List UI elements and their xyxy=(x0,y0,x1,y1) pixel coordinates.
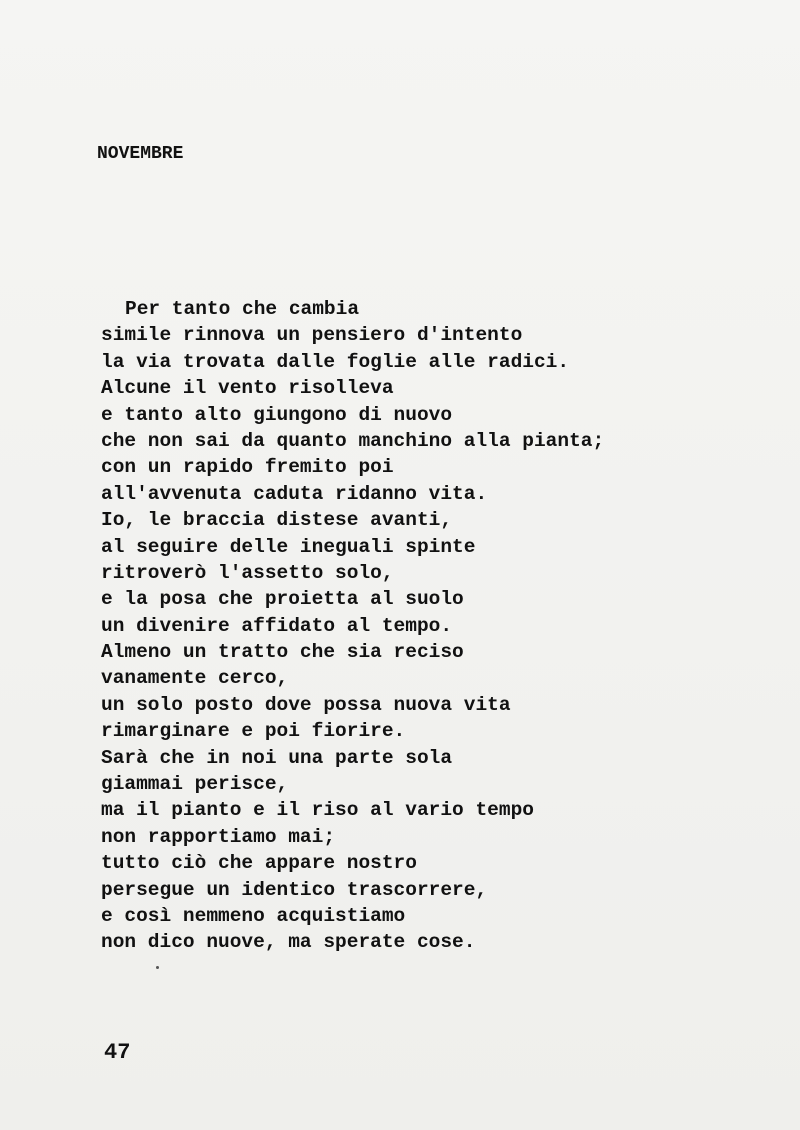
poem-line: un divenire affidato al tempo. xyxy=(101,614,453,637)
poem-line: e tanto alto giungono di nuovo xyxy=(101,403,453,426)
page-number: 47 xyxy=(104,1040,131,1065)
poem-line: e la posa che proietta al suolo xyxy=(101,588,464,611)
poem-line: Io, le braccia distese avanti, xyxy=(101,509,453,532)
poem-line: simile rinnova un pensiero d'intento xyxy=(101,324,523,347)
poem-line: la via trovata dalle foglie alle radici. xyxy=(101,350,570,373)
poem-line: ritroverò l'assetto solo, xyxy=(101,561,394,584)
poem-line: Almeno un tratto che sia reciso xyxy=(101,641,464,664)
poem-line: ma il pianto e il riso al vario tempo xyxy=(101,799,534,822)
poem-line: tutto ciò che appare nostro xyxy=(101,852,417,875)
poem-line: e così nemmeno acquistiamo xyxy=(101,904,406,927)
poem-line: al seguire delle ineguali spinte xyxy=(101,535,476,558)
poem-line: giammai perisce, xyxy=(101,773,289,796)
poem-line: Alcune il vento risolleva xyxy=(101,377,394,400)
poem-line: un solo posto dove possa nuova vita xyxy=(101,693,511,716)
poem-line: vanamente cerco, xyxy=(101,667,289,690)
poem-line: Per tanto che cambia xyxy=(125,298,360,320)
poem-line: rimarginare e poi fiorire. xyxy=(101,720,406,743)
poem-line: Sarà che in noi una parte sola xyxy=(101,746,453,769)
poem-line: non dico nuove, ma sperate cose. xyxy=(101,931,476,954)
poem-title: NOVEMBRE xyxy=(97,144,184,164)
poem-line: con un rapido fremito poi xyxy=(101,456,394,479)
ink-speck xyxy=(156,966,159,969)
poem-line: persegue un identico trascorrere, xyxy=(101,878,488,901)
poem-line: all'avvenuta caduta ridanno vita. xyxy=(101,482,488,505)
poem-line: che non sai da quanto manchino alla pianta; xyxy=(101,429,605,452)
poem-body xyxy=(101,296,604,956)
poem-line: non rapportiamo mai; xyxy=(101,825,336,848)
